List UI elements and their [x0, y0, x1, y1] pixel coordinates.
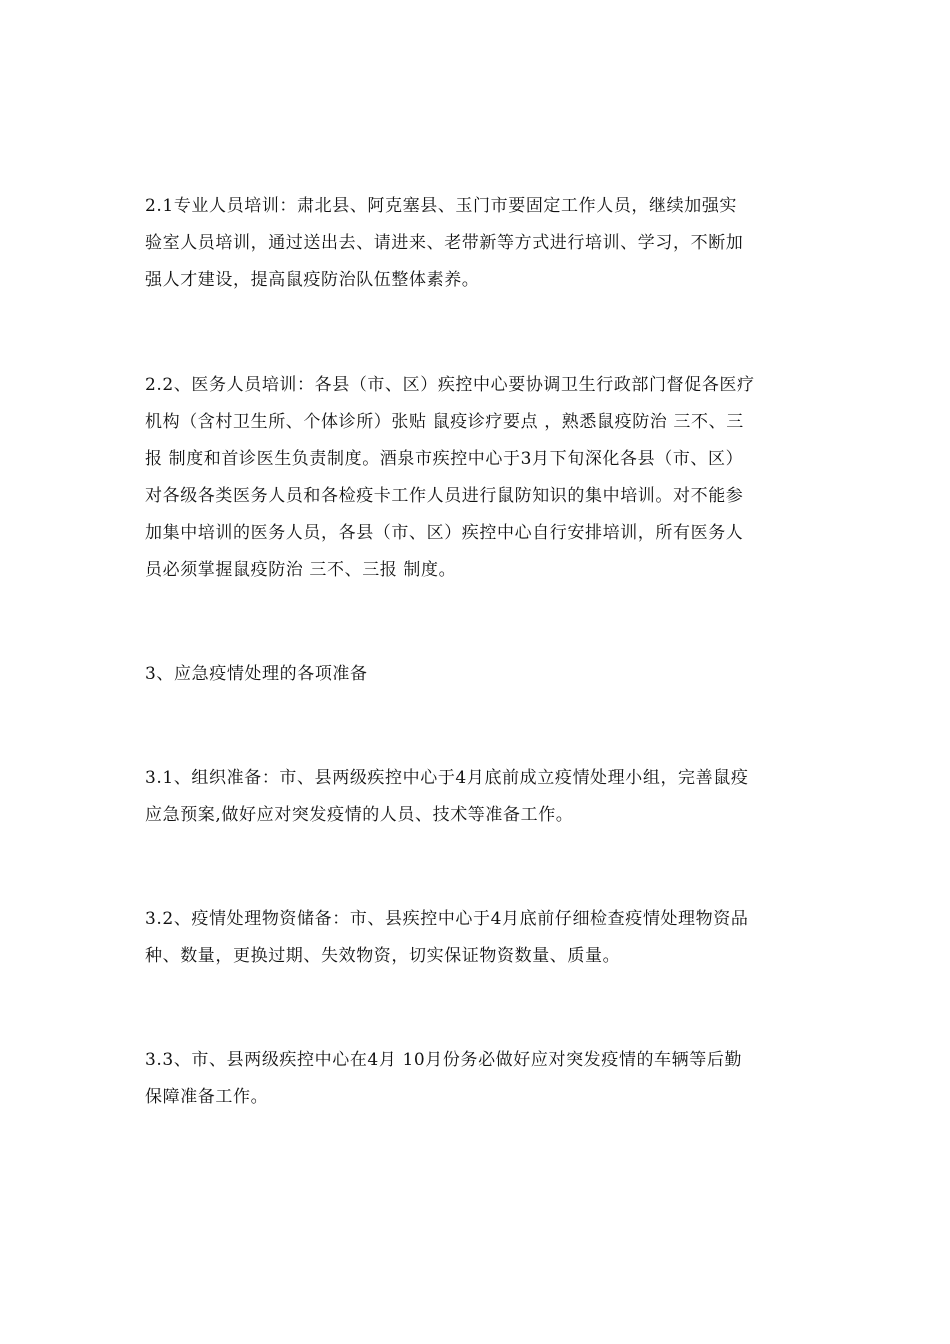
text-line: 报 制度和首诊医生负责制度。酒泉市疾控中心于3月下旬深化各县（市、区）: [145, 449, 744, 469]
paragraph-2-2: [145, 367, 813, 589]
text-line: 验室人员培训，通过送出去、请进来、老带新等方式进行培训、学习，不断加: [145, 233, 744, 253]
text-line: 对各级各类医务人员和各检疫卡工作人员进行鼠防知识的集中培训。对不能参: [145, 486, 744, 506]
text-line: 2.1专业人员培训：肃北县、阿克塞县、玉门市要固定工作人员，继续加强实: [145, 196, 738, 216]
text-line: 机构（含村卫生所、个体诊所）张贴 鼠疫诊疗要点 ，熟悉鼠疫防治 三不、三: [145, 412, 744, 432]
text-line: 应急预案,做好应对突发疫情的人员、技术等准备工作。: [145, 805, 574, 825]
paragraph-2-1: [145, 188, 813, 299]
section-heading-3: [145, 656, 813, 693]
text-line: 3.3、市、县两级疾控中心在4月 10月份务必做好应对突发疫情的车辆等后勤: [145, 1050, 743, 1070]
paragraph-3-2: [145, 901, 813, 975]
text-line: 保障准备工作。: [145, 1087, 269, 1107]
paragraph-3-1: [145, 760, 813, 834]
text-line: 员必须掌握鼠疫防治 三不、三报 制度。: [145, 560, 457, 580]
text-line: 3、应急疫情处理的各项准备: [145, 664, 368, 684]
text-line: 强人才建设，提高鼠疫防治队伍整体素养。: [145, 270, 480, 290]
text-line: 种、数量，更换过期、失效物资，切实保证物资数量、质量。: [145, 946, 621, 966]
text-line: 3.2、疫情处理物资储备：市、县疾控中心于4月底前仔细检查疫情处理物资品: [145, 909, 749, 929]
text-line: 3.1、组织准备：市、县两级疾控中心于4月底前成立疫情处理小组，完善鼠疫: [145, 768, 749, 788]
text-line: 2.2、医务人员培训：各县（市、区）疾控中心要协调卫生行政部门督促各医疗: [145, 375, 755, 395]
paragraph-3-3: [145, 1042, 813, 1116]
text-line: 加集中培训的医务人员，各县（市、区）疾控中心自行安排培训，所有医务人: [145, 523, 744, 543]
